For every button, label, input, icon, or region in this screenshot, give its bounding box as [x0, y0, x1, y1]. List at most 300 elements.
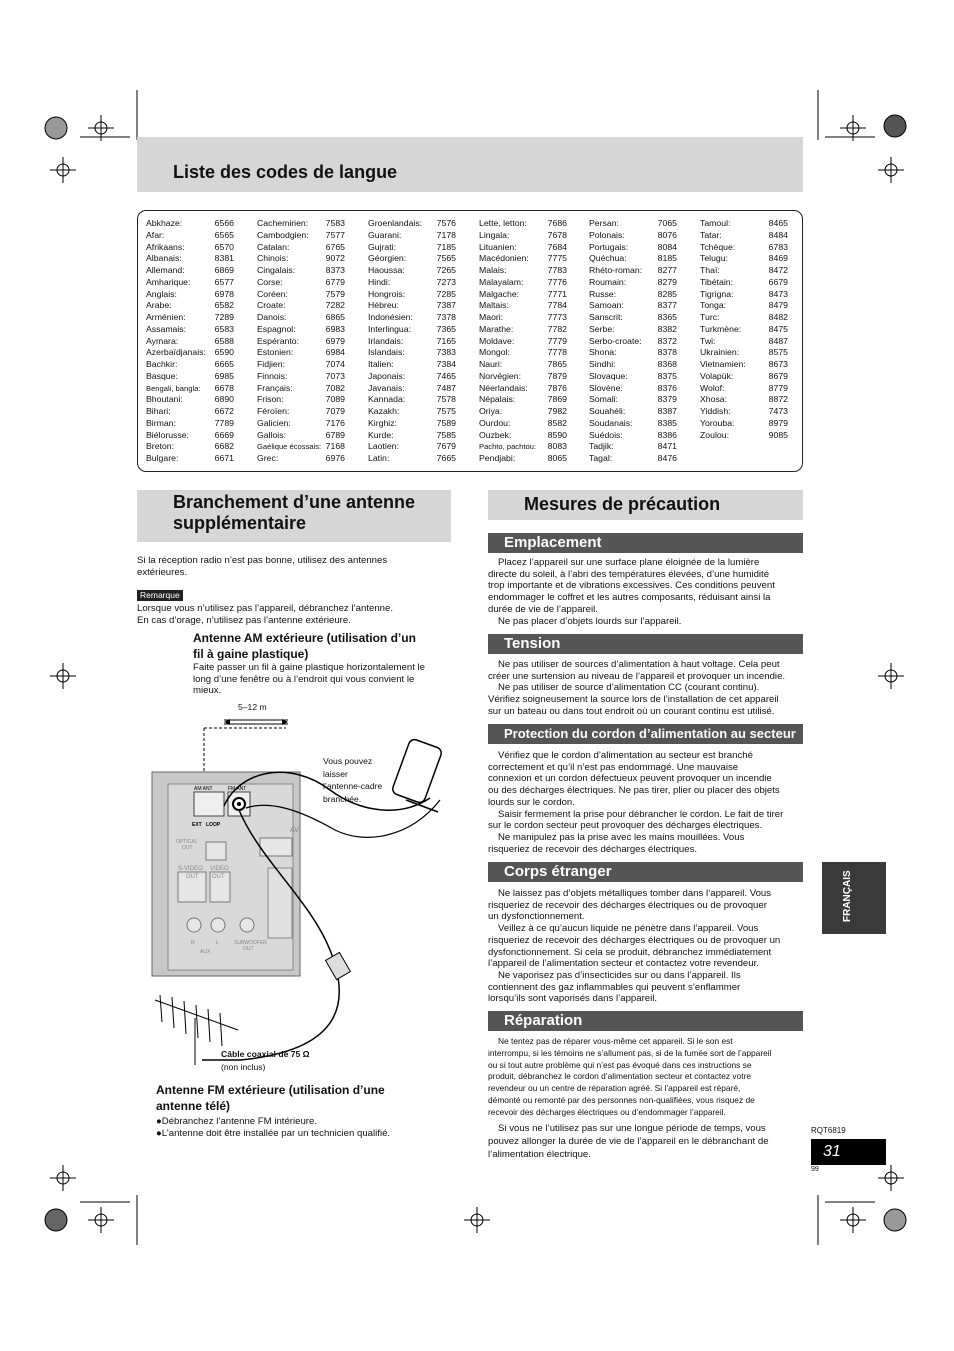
lang-name: Espéranto: — [257, 335, 300, 346]
lang-code: 8373 — [325, 265, 345, 275]
lang-code: 8076 — [657, 229, 677, 240]
text-line: trop importante et de vibrations excessives. Ces conditions peuvent — [488, 580, 775, 592]
antenna-intro-line2: extérieures. — [137, 566, 188, 578]
lang-name: Suédois: — [589, 429, 623, 440]
lang-row — [146, 371, 234, 383]
lang-name: Quéchua: — [589, 253, 627, 264]
model-number: RQT6819 — [811, 1126, 846, 1135]
lang-name: Biélorusse: — [146, 429, 189, 440]
lang-code: 7265 — [436, 265, 456, 275]
lang-name: Indonésien: — [368, 312, 413, 322]
text-line: Ne tentez pas de réparer vous-même cet appareil. Si le son est — [498, 1036, 733, 1046]
reparation-heading: Réparation — [488, 1011, 803, 1031]
lang-code: 8475 — [768, 323, 788, 334]
lang-code: 7578 — [436, 394, 456, 405]
lang-name: Samoan: — [589, 300, 624, 311]
lang-code: 8385 — [657, 417, 677, 428]
lang-code: 6865 — [325, 312, 345, 322]
lang-row — [146, 242, 234, 254]
lang-code: 7783 — [547, 265, 567, 275]
corps-text — [488, 888, 803, 1005]
reparation-small-text — [488, 1036, 808, 1119]
lang-row — [368, 371, 456, 383]
loop-note-line4: branchée. — [323, 793, 362, 804]
lang-name: Wolof: — [700, 382, 725, 393]
text-line: pouvez allonger la durée de vie de l’appareil en le débranchant de — [488, 1136, 769, 1147]
fm-heading — [156, 1083, 385, 1114]
lang-row — [368, 253, 456, 265]
lang-name: Cachemirien: — [257, 218, 309, 228]
lang-row — [368, 218, 456, 230]
lang-name: Bachkir: — [146, 359, 178, 369]
text-line: Vérifiez que le cordon d’alimentation au secteur est branché — [498, 750, 753, 761]
am-heading — [193, 631, 416, 662]
lang-name: Latin: — [368, 453, 390, 463]
note-badge: Remarque — [137, 590, 183, 601]
lang-code: 7282 — [325, 300, 345, 311]
lang-row — [479, 336, 567, 348]
lang-name: Abkhaze: — [146, 218, 183, 228]
lang-name: Ouzbek: — [479, 429, 512, 440]
lang-name: Tigrigna: — [700, 288, 734, 299]
lang-code: 7583 — [325, 218, 345, 228]
lang-name: Basque: — [146, 370, 178, 381]
color-wheel-icon — [884, 115, 906, 137]
lang-name: Cingalais: — [257, 265, 296, 275]
lang-row — [479, 265, 567, 277]
lang-row — [479, 453, 567, 465]
lang-code: 6978 — [214, 288, 234, 299]
lang-code: 8582 — [547, 417, 567, 428]
lang-code: 9072 — [325, 253, 345, 264]
lang-code: 7775 — [547, 253, 567, 264]
lang-row — [146, 300, 234, 312]
lang-name: Ourdou: — [479, 417, 511, 428]
lang-name: Lingala: — [479, 229, 510, 240]
text-line: risqueriez de recevoir des décharges électriques ou de provoquer un — [488, 934, 781, 946]
lang-name: Somali: — [589, 394, 618, 405]
lang-row — [146, 277, 234, 289]
lang-row — [589, 300, 677, 312]
lang-code: 7876 — [547, 382, 567, 393]
lang-row — [368, 418, 456, 430]
lang-column — [700, 218, 788, 441]
lang-code: 6779 — [325, 276, 345, 287]
lang-name: Estonien: — [257, 347, 294, 358]
lang-row — [700, 383, 788, 395]
lang-row — [146, 359, 234, 371]
lang-column — [589, 218, 677, 465]
lang-name: Arabe: — [146, 300, 172, 311]
lang-name: Lituanien: — [479, 241, 517, 252]
lang-code: 7165 — [436, 335, 456, 346]
lang-name: Zoulou: — [700, 429, 729, 440]
lang-name: Xhosa: — [700, 394, 728, 405]
lang-row — [368, 336, 456, 348]
lang-row — [589, 230, 677, 242]
text-line: directe du soleil, à l’abri des températures élevées, d’une humidité — [488, 568, 770, 580]
lang-code: 7285 — [436, 288, 456, 299]
text-line: contiennent des gaz inflammables qui peuvent s’enflammer — [488, 981, 741, 993]
coax-label — [221, 1048, 310, 1074]
antenna-title-line2: supplémentaire — [173, 513, 307, 533]
lang-row — [368, 230, 456, 242]
lang-name: Polonais: — [589, 229, 625, 240]
lang-row — [257, 406, 345, 418]
lang-row — [257, 453, 345, 465]
lang-name: Macédonien: — [479, 253, 529, 264]
lang-row — [479, 230, 567, 242]
text-line: Ne pas placer d’objets lourds sur l’appareil. — [498, 615, 682, 627]
lang-name: Roumain: — [589, 276, 627, 287]
lang-row — [257, 324, 345, 336]
lang-row — [479, 394, 567, 406]
lang-name: Telugu: — [700, 253, 729, 264]
lang-name: Galicien: — [257, 417, 291, 428]
color-wheel-icon — [45, 117, 67, 139]
lang-name: Haoussa: — [368, 265, 405, 275]
lang-name: Cambodgien: — [257, 229, 309, 240]
lang-code: 6590 — [214, 347, 234, 358]
lang-code: 8472 — [768, 265, 788, 275]
lang-code: 7073 — [325, 370, 345, 381]
lang-row — [700, 218, 788, 230]
coax-label-bold: Câble coaxial de 75 Ω — [221, 1049, 310, 1059]
lang-name: Fidjien: — [257, 359, 286, 369]
lang-code: 8379 — [657, 394, 677, 405]
lang-name: Malayalam: — [479, 276, 524, 287]
lang-name: Tonga: — [700, 300, 727, 311]
lang-name: Anglais: — [146, 288, 177, 299]
lang-row — [368, 347, 456, 359]
loop-antenna-icon — [391, 738, 443, 804]
lang-title: Liste des codes de langue — [173, 162, 398, 182]
lang-code: 8277 — [657, 265, 677, 275]
lang-name: Géorgien: — [368, 253, 407, 264]
lang-code: 7575 — [436, 406, 456, 416]
lang-name: Tadjik: — [589, 441, 614, 452]
lang-row — [257, 394, 345, 406]
optical-label-2: OUT — [182, 845, 193, 851]
text-line: Ne manipulez pas la prise avec les mains mouillées. Vous — [498, 831, 745, 843]
note-line1: Lorsque vous n’utilisez pas l’appareil, débranchez l’antenne. — [137, 603, 393, 614]
lang-name: Bihari: — [146, 406, 171, 416]
lang-name: Chinois: — [257, 253, 289, 264]
am-ant-label: AM ANT — [194, 786, 213, 792]
text-line: Veillez à ce qu’aucun liquide ne pénètre dans l’appareil. Vous — [498, 923, 759, 935]
lang-code: 7168 — [325, 441, 345, 452]
text-line: Ne laissez pas d’objets métalliques tomber dans l’appareil. Vous — [498, 888, 772, 899]
precautions-title-bar — [488, 490, 803, 520]
video-label-1: VIDEO — [210, 866, 229, 872]
lang-row — [479, 359, 567, 371]
lang-row — [146, 418, 234, 430]
text-line: ou si tout autre problème qui n’est pas évoqué dans ces instructions se — [488, 1059, 752, 1070]
lang-code: 7782 — [547, 323, 567, 334]
lang-code: 7579 — [325, 288, 345, 299]
lang-row — [257, 277, 345, 289]
text-line: démonté ou remonté par des personnes non-qualifiées, vous risquez de — [488, 1094, 755, 1105]
text-line: correctement et qu’il n’est pas endommagé. Une mauvaise — [488, 761, 739, 773]
lang-code: 8673 — [768, 359, 788, 369]
lang-name: Tatar: — [700, 229, 722, 240]
lang-name: Maori: — [479, 312, 504, 322]
lang-code: 7365 — [436, 323, 456, 334]
fm-ant-label: FM ANT — [228, 786, 247, 792]
text-line: durée de vie de l’appareil. — [488, 603, 598, 615]
am-text-line2: long d’une fenêtre ou à l’endroit qui vous convient le — [193, 673, 415, 685]
lang-code: 7565 — [436, 253, 456, 264]
lang-row — [589, 406, 677, 418]
lang-code: 6869 — [214, 265, 234, 275]
text-line: revendeur ou un centre de réparation agréé. Si l’appareil est réparé, — [488, 1083, 741, 1094]
lang-name: Maltais: — [479, 300, 509, 311]
text-line: un dysfonctionnement. — [488, 911, 585, 923]
lang-row — [368, 277, 456, 289]
lang-code: 7387 — [436, 300, 456, 311]
lang-code: 7784 — [547, 300, 567, 311]
text-line: l’alimentation électrique. — [488, 1149, 591, 1160]
lang-name: Marathe: — [479, 323, 514, 334]
lang-name: Tchèque: — [700, 241, 736, 252]
lang-name: Russe: — [589, 288, 617, 299]
lang-name: Kurde: — [368, 429, 394, 440]
video-label-2: OUT — [212, 874, 225, 880]
lang-name: Moldave: — [479, 335, 515, 346]
lang-code: 7079 — [325, 406, 345, 416]
lang-code: 6583 — [214, 323, 234, 334]
lang-code: 7778 — [547, 347, 567, 358]
lang-row — [368, 430, 456, 442]
text-line: Placez l’appareil sur une surface plane éloignée de la lumière — [498, 557, 760, 568]
fm-bullet: ●L’antenne doit être installée par un technicien qualifié. — [156, 1127, 391, 1139]
lang-code: 8679 — [768, 370, 788, 381]
lang-name: Aymara: — [146, 335, 179, 346]
lang-code: 6984 — [325, 347, 345, 358]
lang-row — [700, 371, 788, 383]
lang-name: Birman: — [146, 417, 176, 428]
antenna-diagram — [150, 700, 450, 1090]
lang-name: Kazakh: — [368, 406, 400, 416]
text-line: connexion et un cordon défectueux peuvent provoquer un incendie — [488, 773, 772, 785]
lang-code: 7273 — [436, 276, 456, 287]
lang-name: Pachto, pachtou: — [479, 442, 536, 452]
distance-label: 5–12 m — [238, 702, 267, 712]
lang-row — [700, 418, 788, 430]
lang-row — [257, 430, 345, 442]
lang-row — [479, 312, 567, 324]
lang-code: 8575 — [768, 347, 788, 358]
lang-code: 8185 — [657, 253, 677, 264]
lang-code: 7879 — [547, 370, 567, 381]
lang-name: Nauri: — [479, 359, 503, 369]
loop-note-line3: l’antenne-cadre — [323, 781, 383, 791]
antenna-intro — [137, 555, 437, 578]
lang-name: Twi: — [700, 335, 716, 346]
lang-row — [146, 230, 234, 242]
text-line: lourds sur le cordon. — [488, 796, 575, 808]
lang-name: Portugais: — [589, 241, 629, 252]
lang-code: 8365 — [657, 312, 677, 322]
lang-name: Kirghiz: — [368, 417, 397, 428]
lang-name: Italien: — [368, 359, 394, 369]
lang-code: 8473 — [768, 288, 788, 299]
reparation-text — [488, 1122, 803, 1161]
lang-code: 7982 — [547, 406, 567, 416]
page-sub: 99 — [811, 1166, 819, 1173]
lang-code: 8382 — [657, 323, 677, 334]
lang-row — [257, 312, 345, 324]
lang-name: Rhéto-roman: — [589, 265, 643, 275]
lang-name: Espagnol: — [257, 323, 296, 334]
lang-row — [479, 383, 567, 395]
lang-code: 7185 — [436, 241, 456, 252]
lang-name: Serbe: — [589, 323, 615, 334]
lang-code: 7176 — [325, 417, 345, 428]
lang-code: 8372 — [657, 335, 677, 346]
lang-name: Persan: — [589, 218, 619, 228]
lang-name: Coréen: — [257, 288, 288, 299]
text-line: risqueriez de recevoir des décharges électriques ou de provoquer — [488, 899, 767, 911]
lang-name: Slovène: — [589, 382, 623, 393]
lang-row — [368, 383, 456, 395]
lang-row — [368, 312, 456, 324]
lang-name: Oriya: — [479, 406, 503, 416]
lang-code: 7378 — [436, 312, 456, 322]
lang-row — [700, 394, 788, 406]
lang-code: 8065 — [547, 453, 567, 463]
loop-note-line2: laisser — [323, 768, 348, 779]
lang-code: 8084 — [657, 241, 677, 252]
text-line: créer une surtension au niveau de l’appareil et provoquer un incendie. — [488, 670, 786, 682]
lang-name: Shona: — [589, 347, 617, 358]
lang-name: Slovaque: — [589, 370, 628, 381]
lang-name: Bhoutani: — [146, 394, 183, 405]
antenna-title-line1: Branchement d’une antenne — [173, 492, 416, 512]
lang-name: Afar: — [146, 229, 165, 240]
lang-code: 8476 — [657, 453, 677, 463]
lang-name: Laotien: — [368, 441, 399, 452]
note-text — [137, 603, 467, 626]
lang-row — [146, 441, 234, 453]
lang-row — [589, 430, 677, 442]
lang-name: Finnois: — [257, 370, 288, 381]
tension-text — [488, 659, 803, 718]
lang-row — [479, 218, 567, 230]
lang-name: Turc: — [700, 312, 720, 322]
fm-bullet: ●Débranchez l’antenne FM intérieure. — [156, 1116, 317, 1127]
lang-code: 7585 — [436, 429, 456, 440]
text-line: Ne vaporisez pas d’insecticides sur ou dans l’appareil. Ils — [498, 969, 741, 981]
lang-code: 7465 — [436, 370, 456, 381]
lang-row — [368, 289, 456, 301]
lang-code: 6678 — [214, 382, 234, 393]
subwoofer-label-1: SUBWOOFER — [234, 940, 267, 946]
lang-row — [257, 265, 345, 277]
am-text-line3: mieux. — [193, 685, 222, 697]
lang-code: 7679 — [436, 441, 456, 452]
lang-column — [146, 218, 234, 465]
lang-row — [700, 289, 788, 301]
lang-row — [700, 324, 788, 336]
lang-name: Yorouba: — [700, 417, 735, 428]
lang-code: 7289 — [214, 312, 234, 322]
lang-name: Gallois: — [257, 429, 286, 440]
am-text-line1: Faite passer un fil à gaine plastique horizontalement le — [193, 662, 425, 673]
lang-name: Féroïen: — [257, 406, 290, 416]
lang-row — [146, 347, 234, 359]
lang-row — [700, 230, 788, 242]
lang-row — [146, 312, 234, 324]
lang-name: Japonais: — [368, 370, 406, 381]
loop-note-line1: Vous pouvez — [323, 756, 373, 766]
lang-name: Grec: — [257, 453, 279, 463]
lang-code: 6671 — [214, 453, 234, 463]
lang-name: Interlingua: — [368, 323, 411, 334]
lang-code: 8285 — [657, 288, 677, 299]
lang-row — [589, 253, 677, 265]
lang-code: 6582 — [214, 300, 234, 311]
language-side-tab — [822, 862, 886, 934]
lang-name: Hébreu: — [368, 300, 399, 311]
lang-code: 7789 — [214, 417, 234, 428]
lang-code: 6983 — [325, 323, 345, 334]
lang-name: Lette, letton: — [479, 218, 527, 228]
fm-bullets — [156, 1116, 390, 1139]
lang-row — [479, 371, 567, 383]
lang-row — [368, 441, 456, 453]
lang-code: 6985 — [214, 370, 234, 381]
lang-code: 8368 — [657, 359, 677, 369]
lang-code: 7776 — [547, 276, 567, 287]
lang-row — [700, 336, 788, 348]
lang-row — [146, 383, 234, 395]
coax-label-plain: (non inclus) — [221, 1062, 266, 1072]
lang-code: 7684 — [547, 241, 567, 252]
emplacement-text — [488, 557, 803, 627]
lang-code: 6679 — [768, 276, 788, 287]
lang-code: 8386 — [657, 429, 677, 440]
lang-name: Pendjabi: — [479, 453, 516, 463]
lang-column — [368, 218, 456, 465]
lang-row — [368, 394, 456, 406]
lang-row — [700, 430, 788, 442]
lang-row — [589, 277, 677, 289]
lang-code: 7082 — [325, 382, 345, 393]
lang-code: 8083 — [547, 441, 567, 452]
lang-code: 6565 — [214, 229, 234, 240]
lang-code: 8487 — [768, 335, 788, 346]
lang-name: Serbo-croate: — [589, 335, 642, 346]
lang-row — [257, 336, 345, 348]
lang-row — [479, 242, 567, 254]
fm-bullet-text: Débranchez l’antenne FM intérieure. — [161, 1116, 317, 1127]
lang-name: Arménien: — [146, 312, 186, 322]
lang-name: Frison: — [257, 394, 284, 405]
lang-row — [589, 218, 677, 230]
lang-code: 6669 — [214, 429, 234, 440]
text-line: risqueriez de recevoir des décharges électriques. — [488, 843, 698, 855]
lang-name: Bengali, bangla: — [146, 383, 201, 393]
side-tab-label: FRANÇAIS — [842, 870, 853, 922]
svideo-label-2: OUT — [186, 874, 199, 880]
lang-name: Danois: — [257, 312, 287, 322]
lang-row — [479, 406, 567, 418]
lang-row — [257, 359, 345, 371]
loop-note — [323, 755, 382, 805]
lang-code: 7473 — [768, 406, 788, 416]
lang-column — [479, 218, 567, 465]
